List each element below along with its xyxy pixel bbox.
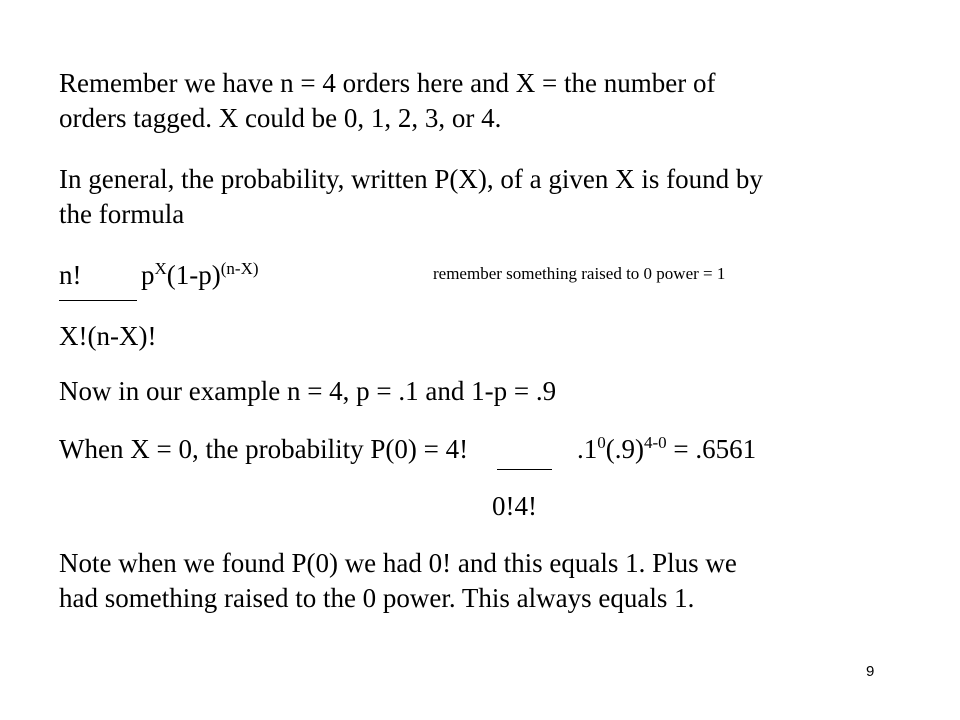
page-number: 9 [866,663,875,680]
formula-numerator: n! [59,260,82,290]
para-orders-line-2: orders tagged. X could be 0, 1, 2, 3, or 4. [59,103,502,133]
formula-q-base: (1-p) [166,260,221,290]
para-general-line-2: the formula [59,199,185,229]
para-general-line-1: In general, the probability, written P(X), of a given X is found by [59,164,763,194]
calc-q-base: (.9) [605,434,644,464]
formula-p-base: p [141,260,155,290]
calc-fraction-bar [497,469,552,470]
para-orders-line-1: Remember we have n = 4 orders here and X = the number of [59,68,716,98]
calc-result: = .6561 [666,434,757,464]
formula-fraction-bar [59,300,137,301]
example-values: Now in our example n = 4, p = .1 and 1-p = .9 [59,376,557,406]
para-note-line-2: had something raised to the 0 power. This always equals 1. [59,583,695,613]
calc-terms [577,432,756,466]
calc-denominator: 0!4! [492,491,537,521]
calc-p-base: .1 [577,434,598,464]
formula-denominator: X!(n-X)! [59,321,157,351]
calc-p-exponent: 0 [597,433,606,452]
formula-p-exponent: X [154,259,167,278]
para-note-line-1: Note when we found P(0) we had 0! and this equals 1. Plus we [59,548,737,578]
formula-note: remember something raised to 0 power = 1 [433,264,726,283]
calc-q-exponent: 4-0 [643,433,667,452]
formula-terms [141,258,259,292]
formula-q-exponent: (n-X) [220,259,259,278]
calc-prefix: When X = 0, the probability P(0) = 4! [59,434,469,464]
